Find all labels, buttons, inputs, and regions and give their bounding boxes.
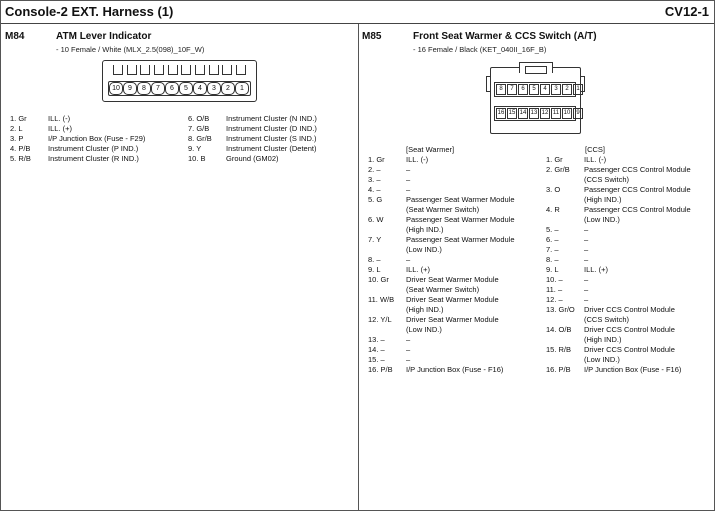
pin-number: 7 xyxy=(507,84,517,95)
pin-id: 16. P/B xyxy=(546,365,571,374)
pin-id: 8. – xyxy=(368,255,381,264)
pin-row xyxy=(368,325,515,335)
pin-id: 6. W xyxy=(368,215,384,224)
ccs-pin-list xyxy=(546,155,691,375)
pin-number: 15 xyxy=(507,108,517,119)
pin-function: I/P Junction Box (Fuse - F29) xyxy=(48,134,146,143)
pin-row xyxy=(546,315,691,325)
pin-number: 4 xyxy=(193,82,207,95)
pin-row xyxy=(368,295,515,305)
pin-id: 3. O xyxy=(546,185,561,194)
pin-id: 16. P/B xyxy=(368,365,393,374)
pin-function: I/P Junction Box (Fuse - F16) xyxy=(584,365,682,374)
pin-function: Passenger CCS Control Module xyxy=(584,165,691,174)
pin-row xyxy=(368,335,515,345)
pin-row xyxy=(368,195,515,205)
pin-number: 10 xyxy=(109,82,123,95)
pin-row xyxy=(368,265,515,275)
pin-row xyxy=(546,285,691,295)
pin-function: (Low IND.) xyxy=(584,215,620,224)
pin-row xyxy=(546,345,691,355)
pin-function: Driver Seat Warmer Module xyxy=(406,315,499,324)
pin-function: Driver CCS Control Module xyxy=(584,345,675,354)
pin-function: Passenger Seat Warmer Module xyxy=(406,235,515,244)
pin-number: 9 xyxy=(573,108,583,119)
pin-function: – xyxy=(406,355,411,364)
pin-function: (CCS Switch) xyxy=(584,175,630,184)
pin-function: – xyxy=(406,345,411,354)
pin-row xyxy=(546,255,691,265)
pin-row xyxy=(10,134,145,144)
column-divider xyxy=(358,24,359,510)
pin-id: 6. – xyxy=(546,235,559,244)
pin-id: 3. P xyxy=(10,134,24,143)
pin-id: 9. Y xyxy=(188,144,202,153)
latch-tab xyxy=(168,65,178,75)
pin-row xyxy=(546,205,691,215)
pin-id: 9. L xyxy=(368,265,381,274)
pin-id: 10. B xyxy=(188,154,206,163)
pin-number: 1 xyxy=(573,84,583,95)
pin-function: Instrument Cluster (N IND.) xyxy=(226,114,317,123)
pin-row xyxy=(546,335,691,345)
pin-function: (High IND.) xyxy=(584,195,622,204)
pin-number: 8 xyxy=(137,82,151,95)
page-code: CV12-1 xyxy=(664,4,709,19)
pin-row xyxy=(368,225,515,235)
latch-tab xyxy=(195,65,205,75)
m85-description: - 16 Female / Black (KET_040II_16F_B) xyxy=(413,45,547,54)
pin-id: 1. Gr xyxy=(368,155,385,164)
pin-row xyxy=(546,295,691,305)
pin-function: Driver Seat Warmer Module xyxy=(406,295,499,304)
pin-row xyxy=(368,155,515,165)
pin-function: – xyxy=(584,245,589,254)
pin-id: 14. O/B xyxy=(546,325,572,334)
pin-function: Driver CCS Control Module xyxy=(584,305,675,314)
pin-id: 5. R/B xyxy=(10,154,31,163)
pin-row xyxy=(368,235,515,245)
pin-row xyxy=(368,345,515,355)
pin-function: Instrument Cluster (R IND.) xyxy=(48,154,139,163)
pin-function: Passenger CCS Control Module xyxy=(584,185,691,194)
pin-function: Driver CCS Control Module xyxy=(584,325,675,334)
pin-row xyxy=(368,245,515,255)
latch-tab xyxy=(236,65,246,75)
pin-id: 5. G xyxy=(368,195,383,204)
pin-number: 2 xyxy=(562,84,572,95)
pin-function: (CCS Switch) xyxy=(584,315,630,324)
pin-function: Instrument Cluster (Detent) xyxy=(226,144,317,153)
pin-function: – xyxy=(584,285,589,294)
pin-row xyxy=(546,175,691,185)
pin-row xyxy=(188,144,317,154)
pin-row xyxy=(368,285,515,295)
pin-row xyxy=(188,124,317,134)
pin-id: 4. P/B xyxy=(10,144,31,153)
pin-number: 11 xyxy=(551,108,561,119)
pin-row xyxy=(10,124,145,134)
latch-tab xyxy=(113,65,123,75)
m84-pin-row xyxy=(109,82,249,94)
pin-number: 4 xyxy=(540,84,550,95)
pin-function: Passenger CCS Control Module xyxy=(584,205,691,214)
pin-number: 6 xyxy=(165,82,179,95)
pin-id: 15. R/B xyxy=(546,345,572,354)
pin-row xyxy=(188,154,317,164)
pin-function: (Seat Warmer Switch) xyxy=(406,285,480,294)
pin-function: – xyxy=(406,335,411,344)
pin-function: – xyxy=(406,255,411,264)
pin-row xyxy=(368,255,515,265)
pin-row xyxy=(546,225,691,235)
seat-warmer-pin-list xyxy=(368,155,515,375)
pin-function: – xyxy=(406,185,411,194)
pin-function: – xyxy=(406,165,411,174)
pin-row xyxy=(546,185,691,195)
page-header xyxy=(1,1,714,24)
m84-pin-list-left xyxy=(10,114,145,164)
pin-row xyxy=(546,355,691,365)
pin-function: ILL. (-) xyxy=(584,155,607,164)
pin-function: – xyxy=(406,175,411,184)
pin-row xyxy=(10,154,145,164)
pin-row xyxy=(368,305,515,315)
pin-row xyxy=(188,114,317,124)
m85-bottom-pin-row xyxy=(496,108,584,119)
pin-number: 7 xyxy=(151,82,165,95)
pin-function: – xyxy=(584,225,589,234)
pin-id: 11. – xyxy=(546,285,563,294)
pin-function: I/P Junction Box (Fuse - F16) xyxy=(406,365,504,374)
pin-id: 13. Gr/O xyxy=(546,305,575,314)
pin-number: 10 xyxy=(562,108,572,119)
seat-warmer-heading: [Seat Warmer] xyxy=(406,145,455,154)
pin-function: – xyxy=(584,295,589,304)
pin-row xyxy=(368,165,515,175)
pin-id: 12. – xyxy=(546,295,563,304)
pin-number: 9 xyxy=(123,82,137,95)
pin-function: (Low IND.) xyxy=(406,245,442,254)
pin-function: (Low IND.) xyxy=(406,325,442,334)
pin-function: – xyxy=(584,235,589,244)
pin-row xyxy=(546,275,691,285)
pin-function: ILL. (+) xyxy=(48,124,72,133)
pin-row xyxy=(546,165,691,175)
m85-id: M85 xyxy=(362,31,382,42)
pin-function: (Seat Warmer Switch) xyxy=(406,205,480,214)
pin-function: ILL. (+) xyxy=(406,265,430,274)
pin-row xyxy=(368,355,515,365)
latch-tab xyxy=(154,65,164,75)
pin-row xyxy=(368,275,515,285)
m84-title: ATM Lever Indicator xyxy=(56,31,152,42)
pin-id: 10. Gr xyxy=(368,275,389,284)
pin-number: 1 xyxy=(235,82,249,95)
pin-id: 15. – xyxy=(368,355,385,364)
pin-row xyxy=(546,265,691,275)
pin-row xyxy=(188,134,317,144)
pin-row xyxy=(546,215,691,225)
m85-title: Front Seat Warmer & CCS Switch (A/T) xyxy=(413,31,597,42)
m85-lock-tab xyxy=(525,66,547,74)
pin-id: 2. Gr/B xyxy=(546,165,570,174)
m84-latch-tabs xyxy=(113,65,246,75)
m84-connector-diagram xyxy=(102,60,257,102)
pin-row xyxy=(368,315,515,325)
m84-id: M84 xyxy=(5,31,25,42)
pin-id: 8. Gr/B xyxy=(188,134,212,143)
pin-function: Driver Seat Warmer Module xyxy=(406,275,499,284)
pin-id: 13. – xyxy=(368,335,385,344)
pin-function: (High IND.) xyxy=(584,335,622,344)
pin-number: 6 xyxy=(518,84,528,95)
pin-function: (High IND.) xyxy=(406,305,444,314)
latch-tab xyxy=(209,65,219,75)
pin-row xyxy=(546,195,691,205)
pin-row xyxy=(368,175,515,185)
pin-id: 7. Y xyxy=(368,235,382,244)
pin-id: 1. Gr xyxy=(546,155,563,164)
latch-tab xyxy=(140,65,150,75)
pin-id: 7. – xyxy=(546,245,559,254)
pin-number: 3 xyxy=(551,84,561,95)
pin-id: 3. – xyxy=(368,175,381,184)
pin-row xyxy=(546,325,691,335)
pin-number: 16 xyxy=(496,108,506,119)
pin-id: 14. – xyxy=(368,345,385,354)
pin-row xyxy=(368,205,515,215)
pin-row xyxy=(546,305,691,315)
pin-number: 14 xyxy=(518,108,528,119)
pin-function: Instrument Cluster (S IND.) xyxy=(226,134,317,143)
pin-row xyxy=(368,215,515,225)
m85-top-pin-row xyxy=(496,84,584,95)
pin-number: 8 xyxy=(496,84,506,95)
pin-number: 2 xyxy=(221,82,235,95)
latch-tab xyxy=(181,65,191,75)
pin-id: 6. O/B xyxy=(188,114,210,123)
pin-function: – xyxy=(584,275,589,284)
m84-pin-list-right xyxy=(188,114,317,164)
pin-number: 5 xyxy=(529,84,539,95)
pin-number: 13 xyxy=(529,108,539,119)
pin-function: Passenger Seat Warmer Module xyxy=(406,195,515,204)
pin-number: 12 xyxy=(540,108,550,119)
pin-function: (High IND.) xyxy=(406,225,444,234)
m84-description: - 10 Female / White (MLX_2.5(098)_10F_W) xyxy=(56,45,205,54)
pin-row xyxy=(546,365,691,375)
pin-function: Ground (GM02) xyxy=(226,154,279,163)
pin-number: 5 xyxy=(179,82,193,95)
ccs-heading: [CCS] xyxy=(585,145,606,154)
pin-row xyxy=(10,144,145,154)
pin-id: 11. W/B xyxy=(368,295,395,304)
pin-row xyxy=(546,155,691,165)
pin-id: 9. L xyxy=(546,265,559,274)
pin-function: ILL. (-) xyxy=(406,155,429,164)
page-title: Console-2 EXT. Harness (1) xyxy=(5,4,174,19)
latch-tab xyxy=(222,65,232,75)
pin-function: Instrument Cluster (D IND.) xyxy=(226,124,317,133)
pin-id: 7. G/B xyxy=(188,124,210,133)
m85-side-latch xyxy=(486,76,491,92)
pin-row xyxy=(368,365,515,375)
pin-row xyxy=(10,114,145,124)
pin-function: (Low IND.) xyxy=(584,355,620,364)
pin-id: 8. – xyxy=(546,255,559,264)
pin-function: Passenger Seat Warmer Module xyxy=(406,215,515,224)
m85-connector-diagram xyxy=(490,67,581,134)
pin-number: 3 xyxy=(207,82,221,95)
pin-id: 2. L xyxy=(10,124,23,133)
pin-function: ILL. (+) xyxy=(584,265,608,274)
latch-tab xyxy=(127,65,137,75)
pin-row xyxy=(546,245,691,255)
pin-row xyxy=(368,185,515,195)
pin-function: – xyxy=(584,255,589,264)
pin-id: 5. – xyxy=(546,225,559,234)
pin-id: 12. Y/L xyxy=(368,315,392,324)
pin-row xyxy=(546,235,691,245)
pin-function: ILL. (-) xyxy=(48,114,71,123)
pin-id: 10. – xyxy=(546,275,563,284)
pin-id: 1. Gr xyxy=(10,114,27,123)
pin-id: 4. R xyxy=(546,205,560,214)
pin-function: Instrument Cluster (P IND.) xyxy=(48,144,139,153)
pin-id: 2. – xyxy=(368,165,381,174)
pin-id: 4. – xyxy=(368,185,381,194)
